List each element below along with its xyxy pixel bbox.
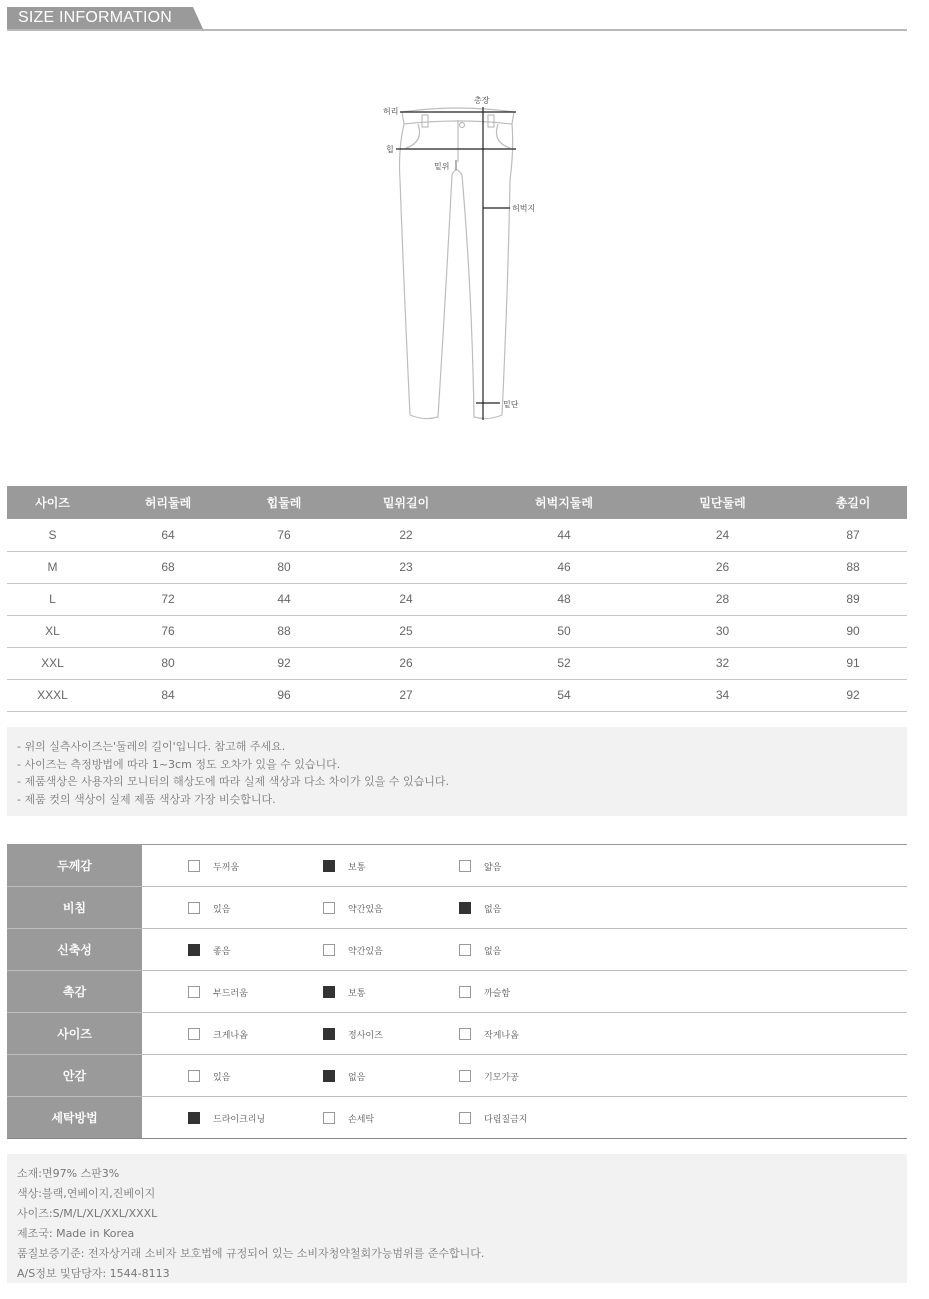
pants-illustration bbox=[370, 90, 550, 430]
table-row bbox=[7, 679, 907, 711]
attribute-option bbox=[323, 971, 365, 1013]
info-line: 제조국: Made in Korea bbox=[17, 1227, 135, 1240]
attribute-option bbox=[459, 887, 501, 929]
pants-measurement-diagram bbox=[370, 90, 550, 430]
option-label: 얇음 bbox=[484, 862, 502, 873]
table-cell: 48 bbox=[482, 583, 646, 615]
attribute-options bbox=[142, 887, 907, 928]
table-cell: 80 bbox=[98, 647, 238, 679]
table-cell: 26 bbox=[330, 647, 482, 679]
table-cell: 50 bbox=[482, 615, 646, 647]
option-label: 약간있음 bbox=[348, 946, 383, 957]
note-line: - 사이즈는 측정방법에 따라 1~3cm 정도 오차가 있을 수 있습니다. bbox=[17, 757, 341, 771]
table-cell: 92 bbox=[799, 679, 907, 711]
option-label: 없음 bbox=[484, 904, 502, 915]
note-line: - 제품 컷의 색상이 실제 제품 색상과 가장 비슷합니다. bbox=[17, 792, 276, 806]
attribute-row bbox=[7, 887, 907, 929]
attribute-option bbox=[459, 845, 501, 887]
table-cell: 34 bbox=[646, 679, 799, 711]
attribute-option bbox=[459, 1097, 527, 1139]
size-notes bbox=[7, 727, 907, 816]
unchecked-box-icon bbox=[323, 944, 335, 956]
table-cell: L bbox=[7, 583, 98, 615]
unchecked-box-icon bbox=[188, 986, 200, 998]
unchecked-box-icon bbox=[459, 860, 471, 872]
unchecked-box-icon bbox=[459, 1070, 471, 1082]
attribute-options bbox=[142, 1097, 907, 1138]
option-label: 손세탁 bbox=[348, 1114, 375, 1125]
option-label: 정사이즈 bbox=[348, 1030, 383, 1041]
table-cell: 80 bbox=[238, 551, 330, 583]
table-cell: 46 bbox=[482, 551, 646, 583]
option-label: 기모가공 bbox=[484, 1072, 519, 1083]
attribute-options bbox=[142, 1013, 907, 1054]
attribute-label: 사이즈 bbox=[7, 1013, 142, 1054]
attribute-row bbox=[7, 1055, 907, 1097]
table-row bbox=[7, 551, 907, 583]
attribute-option bbox=[188, 1055, 230, 1097]
attribute-option bbox=[188, 1097, 265, 1139]
rise-label: 밑위 bbox=[434, 162, 450, 171]
table-cell: 88 bbox=[238, 615, 330, 647]
option-label: 두꺼움 bbox=[213, 862, 240, 873]
attribute-options bbox=[142, 971, 907, 1012]
checked-box-icon bbox=[323, 860, 335, 872]
attribute-row bbox=[7, 971, 907, 1013]
size-table bbox=[7, 486, 907, 712]
table-row bbox=[7, 583, 907, 615]
attribute-row bbox=[7, 845, 907, 887]
unchecked-box-icon bbox=[323, 1112, 335, 1124]
section-title: SIZE INFORMATION bbox=[18, 9, 173, 26]
attribute-option bbox=[323, 929, 383, 971]
attribute-row bbox=[7, 1097, 907, 1139]
size-table-header bbox=[7, 486, 907, 519]
table-cell: 87 bbox=[799, 519, 907, 551]
table-cell: 52 bbox=[482, 647, 646, 679]
attribute-options bbox=[142, 1055, 907, 1096]
table-cell: 64 bbox=[98, 519, 238, 551]
table-cell: 96 bbox=[238, 679, 330, 711]
col-header: 밑위길이 bbox=[330, 486, 482, 519]
table-cell: 92 bbox=[238, 647, 330, 679]
attribute-option bbox=[188, 887, 230, 929]
table-cell: 23 bbox=[330, 551, 482, 583]
attribute-label: 세탁방법 bbox=[7, 1097, 142, 1138]
col-header: 총길이 bbox=[799, 486, 907, 519]
table-cell: 30 bbox=[646, 615, 799, 647]
table-cell: 72 bbox=[98, 583, 238, 615]
table-cell: 24 bbox=[646, 519, 799, 551]
option-label: 부드러움 bbox=[213, 988, 248, 999]
table-cell: 24 bbox=[330, 583, 482, 615]
table-row bbox=[7, 519, 907, 551]
attribute-option bbox=[459, 929, 501, 971]
attribute-option bbox=[323, 1013, 383, 1055]
col-header: 힙둘레 bbox=[238, 486, 330, 519]
attribute-options bbox=[142, 929, 907, 970]
table-cell: 28 bbox=[646, 583, 799, 615]
option-label: 있음 bbox=[213, 1072, 231, 1083]
table-cell: 68 bbox=[98, 551, 238, 583]
fabric-attribute-table bbox=[7, 844, 907, 1139]
option-label: 크게나옴 bbox=[213, 1030, 248, 1041]
attribute-option bbox=[459, 1055, 519, 1097]
attribute-option bbox=[323, 1097, 374, 1139]
table-cell: 27 bbox=[330, 679, 482, 711]
table-cell: S bbox=[7, 519, 98, 551]
unchecked-box-icon bbox=[188, 902, 200, 914]
checked-box-icon bbox=[323, 986, 335, 998]
info-line: A/S정보 및담당자: 1544-8113 bbox=[17, 1267, 170, 1280]
col-header: 사이즈 bbox=[7, 486, 98, 519]
hem-label: 밑단 bbox=[503, 400, 519, 409]
table-cell: 90 bbox=[799, 615, 907, 647]
table-cell: 54 bbox=[482, 679, 646, 711]
note-line: - 제품색상은 사용자의 모니터의 해상도에 따라 실제 색상과 다소 차이가 있을 수 있습니다. bbox=[17, 775, 449, 788]
table-cell: 84 bbox=[98, 679, 238, 711]
table-cell: XXXL bbox=[7, 679, 98, 711]
table-row bbox=[7, 615, 907, 647]
option-label: 보통 bbox=[348, 988, 366, 999]
table-cell: 76 bbox=[98, 615, 238, 647]
table-cell: 44 bbox=[238, 583, 330, 615]
attribute-label: 촉감 bbox=[7, 971, 142, 1012]
attribute-options bbox=[142, 845, 907, 886]
unchecked-box-icon bbox=[188, 1070, 200, 1082]
checked-box-icon bbox=[323, 1028, 335, 1040]
checked-box-icon bbox=[459, 902, 471, 914]
attribute-option bbox=[188, 845, 239, 887]
hip-label: 힙 bbox=[386, 145, 394, 154]
option-label: 보통 bbox=[348, 862, 366, 873]
table-cell: XXL bbox=[7, 647, 98, 679]
col-header: 허벅지둘레 bbox=[482, 486, 646, 519]
attribute-label: 신축성 bbox=[7, 929, 142, 970]
attribute-option bbox=[188, 1013, 248, 1055]
note-line: - 위의 실측사이즈는'둘레의 길이'입니다. 참고해 주세요. bbox=[17, 740, 286, 753]
attribute-option bbox=[323, 1055, 365, 1097]
option-label: 없음 bbox=[348, 1072, 366, 1083]
checked-box-icon bbox=[188, 1112, 200, 1124]
unchecked-box-icon bbox=[188, 1028, 200, 1040]
section-header bbox=[7, 7, 907, 31]
checked-box-icon bbox=[323, 1070, 335, 1082]
thigh-label: 허벅지 bbox=[512, 204, 536, 213]
attribute-option bbox=[323, 845, 365, 887]
attribute-row bbox=[7, 1013, 907, 1055]
col-header: 허리둘레 bbox=[98, 486, 238, 519]
total-length-label: 총장 bbox=[474, 96, 490, 105]
unchecked-box-icon bbox=[459, 1112, 471, 1124]
attribute-option bbox=[459, 1013, 519, 1055]
attribute-option bbox=[323, 887, 383, 929]
table-cell: 91 bbox=[799, 647, 907, 679]
table-cell: M bbox=[7, 551, 98, 583]
info-line: 소재:면97% 스판3% bbox=[17, 1167, 120, 1180]
unchecked-box-icon bbox=[459, 944, 471, 956]
attribute-row bbox=[7, 929, 907, 971]
attribute-option bbox=[188, 929, 230, 971]
option-label: 없음 bbox=[484, 946, 502, 957]
attribute-label: 두께감 bbox=[7, 845, 142, 886]
attribute-label: 비침 bbox=[7, 887, 142, 928]
table-cell: 89 bbox=[799, 583, 907, 615]
col-header: 밑단둘레 bbox=[646, 486, 799, 519]
attribute-option bbox=[188, 971, 248, 1013]
table-cell: 44 bbox=[482, 519, 646, 551]
table-cell: 25 bbox=[330, 615, 482, 647]
option-label: 좋음 bbox=[213, 946, 231, 957]
table-cell: 76 bbox=[238, 519, 330, 551]
info-line: 사이즈:S/M/L/XL/XXL/XXXL bbox=[17, 1207, 158, 1220]
product-info bbox=[7, 1154, 907, 1283]
unchecked-box-icon bbox=[323, 902, 335, 914]
attribute-label: 안감 bbox=[7, 1055, 142, 1096]
table-cell: 26 bbox=[646, 551, 799, 583]
option-label: 드라이크리닝 bbox=[213, 1114, 266, 1125]
unchecked-box-icon bbox=[188, 860, 200, 872]
table-cell: 88 bbox=[799, 551, 907, 583]
option-label: 있음 bbox=[213, 904, 231, 915]
info-line: 색상:블랙,연베이지,진베이지 bbox=[17, 1187, 156, 1200]
attribute-option bbox=[459, 971, 510, 1013]
option-label: 다림질금지 bbox=[484, 1114, 528, 1125]
table-cell: 32 bbox=[646, 647, 799, 679]
option-label: 작게나옴 bbox=[484, 1030, 519, 1041]
table-cell: XL bbox=[7, 615, 98, 647]
unchecked-box-icon bbox=[459, 986, 471, 998]
option-label: 약간있음 bbox=[348, 904, 383, 915]
table-row bbox=[7, 647, 907, 679]
waist-label: 허리 bbox=[383, 107, 399, 116]
unchecked-box-icon bbox=[459, 1028, 471, 1040]
option-label: 까슬함 bbox=[484, 988, 511, 999]
checked-box-icon bbox=[188, 944, 200, 956]
table-cell: 22 bbox=[330, 519, 482, 551]
info-line: 품질보증기준: 전자상거래 소비자 보호법에 규정되어 있는 소비자청약철회가능범위를 준수합니다. bbox=[17, 1247, 485, 1260]
